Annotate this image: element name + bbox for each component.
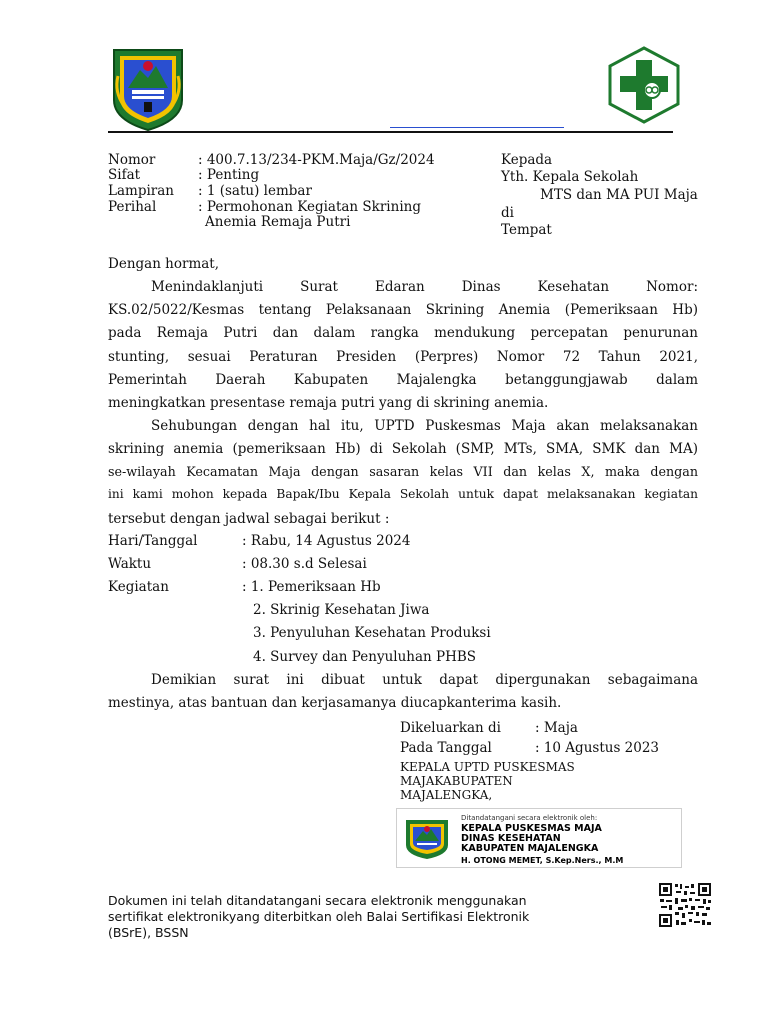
perihal-value-cont: Anemia Remaja Putri [205, 214, 351, 230]
recipient-di: di [501, 205, 514, 221]
kegiatan-item: 3. Penyuluhan Kesehatan Produksi [253, 625, 491, 641]
perihal-value: : Permohonan Kegiatan Skrining [198, 199, 421, 215]
lampiran-value: : 1 (satu) lembar [198, 183, 312, 199]
recipient-tempat: Tempat [501, 222, 552, 238]
paragraph-1-line: pada Remaja Putri dan dalam rangka mendukung percepatan penurunan [108, 325, 698, 341]
recipient-kepada: Kepada [501, 152, 553, 168]
esign-caption: Ditandatangani secara elektronik oleh: [461, 814, 598, 822]
dikeluarkan-label: Dikeluarkan di [400, 720, 501, 736]
sifat-value: : Penting [198, 167, 260, 183]
waktu-label: Waktu [108, 556, 152, 572]
hari-value: : Rabu, 14 Agustus 2024 [242, 533, 411, 549]
recipient-title: Yth. Kepala Sekolah [501, 169, 639, 185]
header-divider [108, 131, 673, 133]
tanggal-value: : 10 Agustus 2023 [535, 740, 660, 756]
lampiran-label: Lampiran [108, 183, 174, 199]
paragraph-1-line: KS.02/5022/Kesmas tentang Pelaksanaan Skrining Anemia (Pemeriksaan Hb) [108, 302, 698, 318]
footer-line: Dokumen ini telah ditandatangani secara elektronik menggunakan [108, 893, 527, 908]
paragraph-2-line: se-wilayah Kecamatan Maja dengan sasaran kelas VII dan kelas X, maka dengan [108, 464, 698, 479]
nomor-value: : 400.7.13/234-PKM.Maja/Gz/2024 [198, 152, 435, 168]
paragraph-1-line: Menindaklanjuti Surat Edaran Dinas Kesehatan Nomor: [151, 279, 698, 295]
electronic-signature-box [396, 808, 682, 868]
esign-line: KABUPATEN MAJALENGKA [461, 843, 599, 854]
kabupaten-majalengka-emblem-icon [403, 817, 451, 861]
tanggal-label: Pada Tanggal [400, 740, 492, 756]
kegiatan-label: Kegiatan [108, 579, 169, 595]
hari-label: Hari/Tanggal [108, 533, 198, 549]
footer-line: (BSrE), BSSN [108, 925, 189, 940]
paragraph-2-line: skrining anemia (pemeriksaan Hb) di Sekolah (SMP, MTs, SMA, SMK dan MA) [108, 441, 698, 457]
puskesmas-cross-logo-icon [606, 46, 682, 124]
qr-code-icon[interactable] [658, 882, 712, 928]
paragraph-1-line: meningkatkan presentase remaja putri yang di skrining anemia. [108, 395, 549, 411]
sifat-label: Sifat [108, 167, 141, 183]
kabupaten-majalengka-emblem-icon [110, 46, 186, 132]
kegiatan-item: 4. Survey dan Penyuluhan PHBS [253, 649, 477, 665]
signatory-title: MAJALENGKA, [400, 788, 493, 802]
greeting: Dengan hormat, [108, 256, 220, 272]
paragraph-1-line: stunting, sesuai Peraturan Presiden (Perpres) Nomor 72 Tahun 2021, [108, 349, 698, 365]
nomor-label: Nomor [108, 152, 156, 168]
dikeluarkan-value: : Maja [535, 720, 578, 736]
footer-line: sertifikat elektronikyang diterbitkan oleh Balai Sertifikasi Elektronik [108, 909, 530, 924]
paragraph-2-line: tersebut dengan jadwal sebagai berikut : [108, 511, 390, 527]
paragraph-2-line: Sehubungan dengan hal itu, UPTD Puskesmas Maja akan melaksanakan [151, 418, 698, 434]
waktu-value: : 08.30 s.d Selesai [242, 556, 367, 572]
paragraph-2-line: ini kami mohon kepada Bapak/Ibu Kepala Sekolah untuk dapat melaksanakan kegiatan [108, 487, 698, 501]
paragraph-1-line: Pemerintah Daerah Kabupaten Majalengka betanggungjawab dalam [108, 372, 698, 388]
signatory-title: KEPALA UPTD PUSKESMAS [400, 760, 575, 774]
closing-line: Demikian surat ini dibuat untuk dapat dipergunakan sebagaimana [151, 672, 698, 688]
signatory-title: MAJAKABUPATEN [400, 774, 513, 788]
perihal-label: Perihal [108, 199, 157, 215]
esign-line: DINAS KESEHATAN [461, 833, 561, 844]
esign-line: KEPALA PUSKESMAS MAJA [461, 823, 602, 834]
recipient-school: MTS dan MA PUI Maja [540, 187, 698, 203]
header-link-underline [390, 127, 564, 128]
kegiatan-item: : 1. Pemeriksaan Hb [242, 579, 381, 595]
kegiatan-item: 2. Skrinig Kesehatan Jiwa [253, 602, 430, 618]
closing-line: mestinya, atas bantuan dan kerjasamanya diucapkanterima kasih. [108, 695, 562, 711]
esign-name: H. OTONG MEMET, S.Kep.Ners., M.M [461, 856, 624, 865]
